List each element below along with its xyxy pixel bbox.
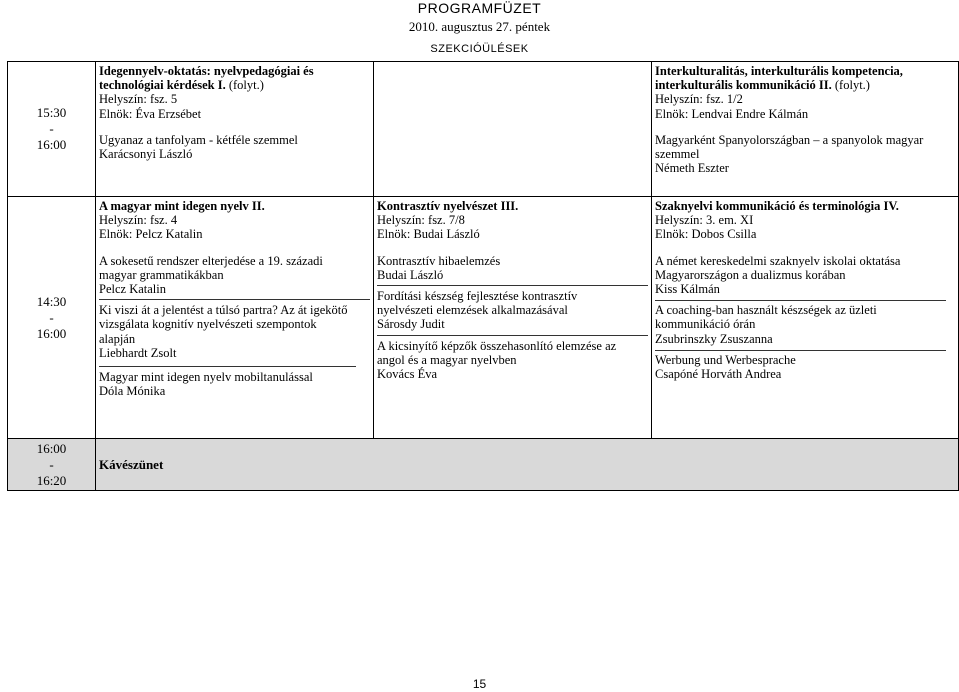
talk-title: alapján xyxy=(99,331,136,346)
talk-title: vizsgálata kognitív nyelvészeti szempontok xyxy=(99,317,317,332)
session-room: Helyszín: fsz. 5 xyxy=(99,92,178,107)
program-date: 2010. augusztus 27. péntek xyxy=(408,19,551,34)
talk-title: A német kereskedelmi szaknyelv iskolai oktatása xyxy=(655,253,901,268)
talk-title: szemmel xyxy=(655,147,700,162)
talk-divider xyxy=(377,285,648,286)
talk-title: A kicsinyítő képzők összehasonlító elemzése az xyxy=(377,338,617,353)
time-start: 16:00 xyxy=(36,440,67,456)
time-cell xyxy=(8,197,96,439)
talk-speaker: Kiss Kálmán xyxy=(655,282,720,297)
talk-speaker: Pelcz Katalin xyxy=(99,282,166,297)
schedule-row-1430 xyxy=(8,197,959,439)
time-cell xyxy=(8,439,96,491)
talk-speaker: Zsubrinszky Zsuszanna xyxy=(655,331,773,346)
session-room: Helyszín: fsz. 4 xyxy=(99,213,178,228)
break-label: Kávészünet xyxy=(99,456,164,472)
session-chair: Elnök: Éva Erzsébet xyxy=(99,106,202,121)
talk-title: Magyar mint idegen nyelv mobiltanulással xyxy=(99,370,313,385)
session-title-suffix: (folyt.) xyxy=(831,78,870,93)
talk-divider xyxy=(655,350,946,351)
talk-title: magyar grammatikákban xyxy=(99,267,224,282)
session-chair: Elnök: Pelcz Katalin xyxy=(99,227,203,242)
break-cell xyxy=(96,439,959,491)
time-dash: - xyxy=(49,309,54,325)
session-cell xyxy=(652,197,959,439)
schedule-table xyxy=(7,61,959,491)
talk-speaker: Karácsonyi László xyxy=(99,147,193,162)
time-dash: - xyxy=(49,121,54,136)
document-title: PROGRAMFÜZET xyxy=(417,0,542,16)
session-title-cont xyxy=(99,78,370,92)
section-heading: SZEKCIÓÜLÉSEK xyxy=(430,43,529,55)
session-cell xyxy=(374,197,652,439)
session-title: Kontrasztív nyelvészet III. xyxy=(377,199,519,213)
session-room: Helyszín: 3. em. XI xyxy=(655,213,754,228)
session-title: Interkulturalitás, interkulturális kompetencia, xyxy=(655,64,903,78)
session-room: Helyszín: fsz. 1/2 xyxy=(655,92,743,107)
talk-title: Werbung und Werbesprache xyxy=(655,352,796,367)
session-title-cont xyxy=(655,78,955,92)
session-cell-empty xyxy=(374,62,652,197)
talk-divider xyxy=(99,299,370,300)
talk-title: Magyarként Spanyolországban – a spanyolok magyar xyxy=(655,132,924,147)
time-end: 16:20 xyxy=(36,472,67,488)
schedule-row-break xyxy=(8,439,959,491)
talk-title: Ki viszi át a jelentést a túlsó partra? Az át igekötő xyxy=(99,303,348,318)
session-cell xyxy=(96,62,374,197)
talk-speaker: Budai László xyxy=(377,267,444,282)
talk-speaker: Dóla Mónika xyxy=(99,384,166,399)
talk-title: Fordítási készség fejlesztése kontrasztív xyxy=(377,289,578,304)
session-chair: Elnök: Budai László xyxy=(377,227,480,242)
session-title: A magyar mint idegen nyelv II. xyxy=(99,199,265,213)
talk-divider xyxy=(377,335,648,336)
time-end: 16:00 xyxy=(36,137,67,152)
session-title: Idegennyelv-oktatás: nyelvpedagógiai és xyxy=(99,64,314,78)
talk-speaker: Németh Eszter xyxy=(655,161,729,176)
time-cell xyxy=(8,62,96,197)
schedule-row-1530 xyxy=(8,62,959,197)
session-chair: Elnök: Lendvai Endre Kálmán xyxy=(655,106,809,121)
session-cell xyxy=(96,197,374,439)
talk-speaker: Sárosdy Judit xyxy=(377,317,445,332)
time-dash: - xyxy=(49,456,54,472)
talk-speaker: Liebhardt Zsolt xyxy=(99,345,177,360)
session-title-suffix: (folyt.) xyxy=(225,78,264,93)
talk-divider xyxy=(655,300,946,301)
talk-title: Kontrasztív hibaelemzés xyxy=(377,253,501,268)
talk-divider xyxy=(99,366,356,367)
time-start: 14:30 xyxy=(36,293,67,309)
page-number: 15 xyxy=(472,677,487,691)
session-cell xyxy=(652,62,959,197)
talk-title: angol és a magyar nyelvben xyxy=(377,352,517,367)
talk-speaker: Csapóné Horváth Andrea xyxy=(655,367,782,382)
talk-title: A coaching-ban használt készségek az üzleti xyxy=(655,303,877,318)
talk-title: kommunikáció órán xyxy=(655,317,756,332)
talk-title: Ugyanaz a tanfolyam - kétféle szemmel xyxy=(99,132,298,147)
talk-title: nyelvészeti elemzések alkalmazásával xyxy=(377,303,568,318)
talk-title: A sokesetű rendszer elterjedése a 19. századi xyxy=(99,253,323,268)
talk-title: Magyarországon a dualizmus korában xyxy=(655,267,846,282)
session-title: interkulturális kommunikáció II. xyxy=(655,78,832,93)
session-title: Szaknyelvi kommunikáció és terminológia IV. xyxy=(655,199,899,213)
time-end: 16:00 xyxy=(36,325,67,341)
time-start: 15:30 xyxy=(36,105,67,120)
session-room: Helyszín: fsz. 7/8 xyxy=(377,213,465,228)
session-chair: Elnök: Dobos Csilla xyxy=(655,227,757,242)
session-title: technológiai kérdések I. xyxy=(99,78,226,93)
talk-speaker: Kovács Éva xyxy=(377,367,438,382)
